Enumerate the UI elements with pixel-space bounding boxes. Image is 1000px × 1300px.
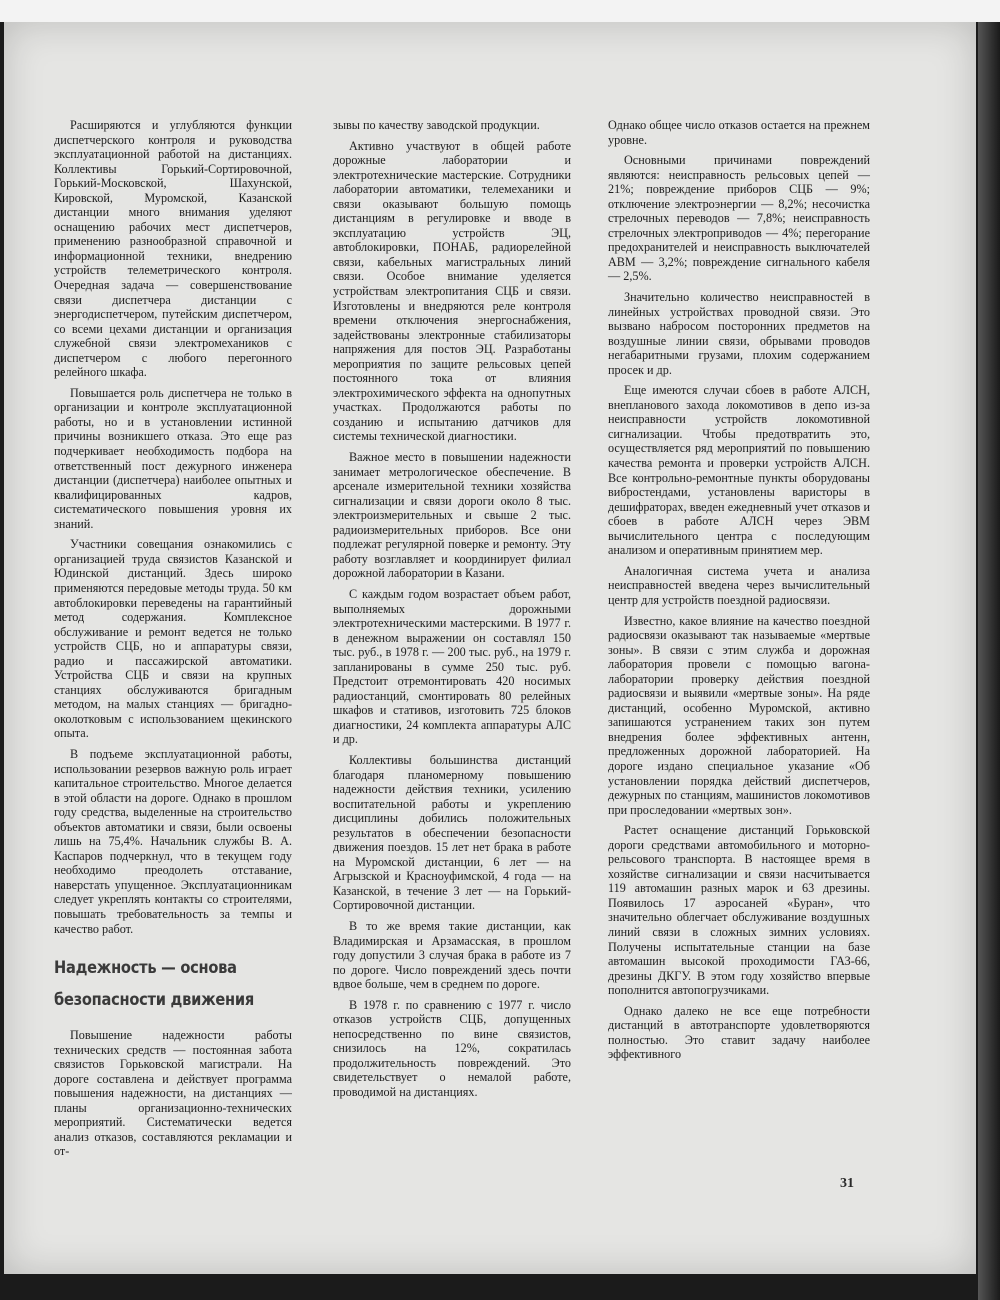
paragraph: Значительно количество неисправностей в линейных устройствах проводной связи. Это вызвано набросом посторонних предметов на воздушные линии связи, обрывами проводов негабаритными грузами, плохим содержанием просек и др.: [608, 290, 870, 377]
paragraph-continuation: зывы по качеству заводской продукции.: [333, 118, 540, 132]
text-column-1: [54, 118, 292, 1165]
section-heading-line-1: Надежность — основа: [54, 958, 237, 979]
section-heading: [54, 952, 295, 1016]
paragraph: Растет оснащение дистанций Горьковской дороги средствами автомобильного и моторно-рельсового транспорта. В настоящее время в хозяйстве сигнализации и связи насчитывается 119 автомашин разных марок и 63 дрезины. Появилось 17 аэросаней «Буран», что значительно облегчает обслуживание воздушных линий связи в сложных зимних условиях. Получены испытательные станции на базе автомашин высокой проходимости ГАЗ-66, дрезины ДКГУ. В этом году хозяйство впервые пополнится автопогрузчиками.: [608, 823, 870, 998]
paragraph: Еще имеются случаи сбоев в работе АЛСН, внепланового захода локомотивов в депо из-за неисправности устройств локомотивной сигнализации. Чтобы предотвратить это, осуществляется ряд мероприятий по повышению качества ремонта и проверки устройств АЛСН. Все контрольно-ремонтные пункты оборудованы вибростендами, установлены варисторы в дешифраторах, введен ежедневный учет отказов и сбоев в работе АЛСН через ЭВМ вычислительного центра с последующим анализом и оперативным принятием мер.: [608, 383, 870, 558]
paragraph: В то же время такие дистанции, как Владимирская и Арзамасская, в прошлом году допустили 3 случая брака в работе из 7 по дороге. Число повреждений здесь почти вдвое больше, чем в среднем по дороге.: [333, 918, 571, 992]
paragraph: Важное место в повышении надежности занимает метрологическое обеспечение. В арсенале измерительной техники хозяйства сигнализации и связи дороги около 8 тыс. электроизмерительных и свыше 2 тыс. радиоизмерительных приборов. Все они подлежат регулярной поверке и ремонту. Эту работу возглавляет и координирует филиал дорожной лаборатории в Казани.: [333, 450, 571, 581]
text-column-2: [333, 118, 571, 1106]
paragraph: Расширяются и углубляются функции диспетчерского контроля и руководства эксплуатационной работой на дистанциях. Коллективы Горький-Сортировочной, Горький-Московской, Шахунской, Кировской, Муромской, Казанской дистанции много внимания уделяют оснащению рабочих мест диспетчеров, применению разнообразной справочной и информационной техники, внедрению устройств телеметрического контроля. Очередная задача — совершенствование связи диспетчера дистанции с энергодиспетчером, путейским диспетчером, со всеми цехами дистанции и организация служебной связи электромехаников с диспетчером с любого перегонного релейного шкафа.: [54, 118, 292, 380]
binding-shadow: [978, 22, 1000, 1300]
paragraph: Повышается роль диспетчера не только в организации и контроле эксплуатационной работы, но и в установлении истинной причины возникшего отказа. Это еще раз подчеркивает необходимость подбора на ответственный пост дежурного инженера дистанции (диспетчера) наиболее опытных и квалифицированных кадров, систематического повышения уровня их знаний.: [54, 385, 292, 531]
paragraph: Основными причинами повреждений являются: неисправность рельсовых цепей — 21%; повреждение приборов СЦБ — 9%; отключение электроэнергии — 8,2%; несочистка стрелочных переводов — 7,8%; неисправность стрелочных электроприводов — 4%; перегорание предохранителей и неисправность выключателей АВМ — 3,2%; повреждение сигнального кабеля — 2,5%.: [608, 153, 870, 284]
page-number: 31: [840, 1176, 854, 1191]
paragraph: В 1978 г. по сравнению с 1977 г. число отказов устройств СЦБ, допущенных непосредственно по вине связистов, снизилось на 12%, сократилась продолжительность повреждений. Это свидетельствует о немалой работе, проводимой на дистанциях.: [333, 997, 571, 1099]
section-heading-line-2: безопасности движения: [54, 990, 255, 1011]
paragraph: Участники совещания ознакомились с организацией труда связистов Казанской и Юдинской дистанций. Здесь широко применяются передовые методы труда. 50 км автоблокировки переведены на гарантийный метод содержания. Комплексное обслуживание и ремонт ведется не только устройств СЦБ, но и аппаратуры связи, радио и пассажирской автоматики. Устройства СЦБ и связи на крупных станциях обслуживаются бригадным методом, на малых станциях — бригадно-околотковым с использованием щекинского опыта.: [54, 537, 292, 741]
paragraph: Аналогичная система учета и анализа неисправностей введена через вычислительный центр для устройств поездной радиосвязи.: [608, 563, 870, 607]
paragraph: С каждым годом возрастает объем работ, выполняемых дорожными электротехническими мастерскими. В 1977 г. в денежном выражении он составлял 150 тыс. руб., в 1978 г. — 200 тыс. руб., на 1979 г. запланированы в сумме 250 тыс. руб. Предстоит отремонтировать 420 носимых радиостанций, смонтировать 80 релейных шкафов и стативов, изготовить 725 блоков диагностики, 24 комплекта аппаратуры АЛС и др.: [333, 586, 571, 747]
paragraph: Однако далеко не все еще потребности дистанций в автотранспорте удовлетворяются полностью. Это ставит задачу наиболее эффективного: [608, 1003, 870, 1062]
paragraph: Известно, какое влияние на качество поездной радиосвязи оказывают так называемые «мертвые зоны». В связи с этим служба и дорожная лаборатория провели с помощью вагона-лаборатории проверку действия поездной радиосвязи и выявили «мертвые зоны». На ряде дистанций, особенно Муромской, активно запишаются устранением таких зон путем внедрения более эффективных антенн, предложенных дорожной лабораторией. На дороге издано специальное указание «Об установлении порядка действий диспетчеров, дежурных по станциям, машинистов локомотивов при проследовании «мертвых зон».: [608, 613, 870, 817]
paragraph: Активно участвуют в общей работе дорожные лаборатории и электротехнические мастерские. Сотрудники лаборатории автоматики, телемеханики и связи оказывают большую помощь дистанциям в регулировке и вводе в эксплуатацию устройств ЭЦ, автоблокировки, ПОНАБ, радиорелейной связи, кабельных магистральных линий связи. Особое внимание уделяется устройствам электропитания СЦБ и связи. Изготовлены и внедряются реле контроля времени отключения энергоснабжения, задействованы электронные стабилизаторы напряжения для постов ЭЦ. Разработаны мероприятия по защите рельсовых цепей постоянного тока от влияния электрохимического эффекта на однопутных участках. Продолжаются работы по созданию и испытанию датчиков для системы технической диагностики.: [333, 138, 571, 444]
text-column-3: [608, 118, 870, 1068]
paragraph: Повышение надежности работы технических средств — постоянная забота связистов Горьковской магистрали. На дороге составлена и действует программа повышения надежности, на дистанциях — планы организационно-технических мероприятий. Систематически ведется анализ отказов, составляются рекламации и от-: [54, 1028, 292, 1159]
magazine-page: [4, 22, 976, 1274]
paragraph: В подъеме эксплуатационной работы, использовании резервов важную роль играет капитальное строительство. Многое делается в этой области на дороге. Однако в прошлом году средства, выделенные на строительство объектов автоматики и связи, были освоены лишь на 75,4%. Начальник службы В. А. Каспаров подчеркнул, что в текущем году необходимо преодолеть отставание, наверстать упущенное. Эксплуатационникам следует укреплять контакты со строителями, повышать требовательность за темпы и качество работ.: [54, 746, 292, 936]
paragraph-continuation: Однако общее число отказов остается на прежнем уровне.: [608, 118, 870, 147]
top-margin-strip: [0, 0, 1000, 22]
paragraph: Коллективы большинства дистанций благодаря планомерному повышению надежности действия техники, усилению воспитательной работы и укреплению дисциплины добились положительных результатов в обеспечении безопасности движения поездов. 15 лет нет брака в работе на Муромской дистанции, 6 лет — на Агрызской и Красноуфимской, 4 года — на Казанской, в течение 3 лет — на Горький-Сортировочной дистанции.: [333, 752, 571, 913]
